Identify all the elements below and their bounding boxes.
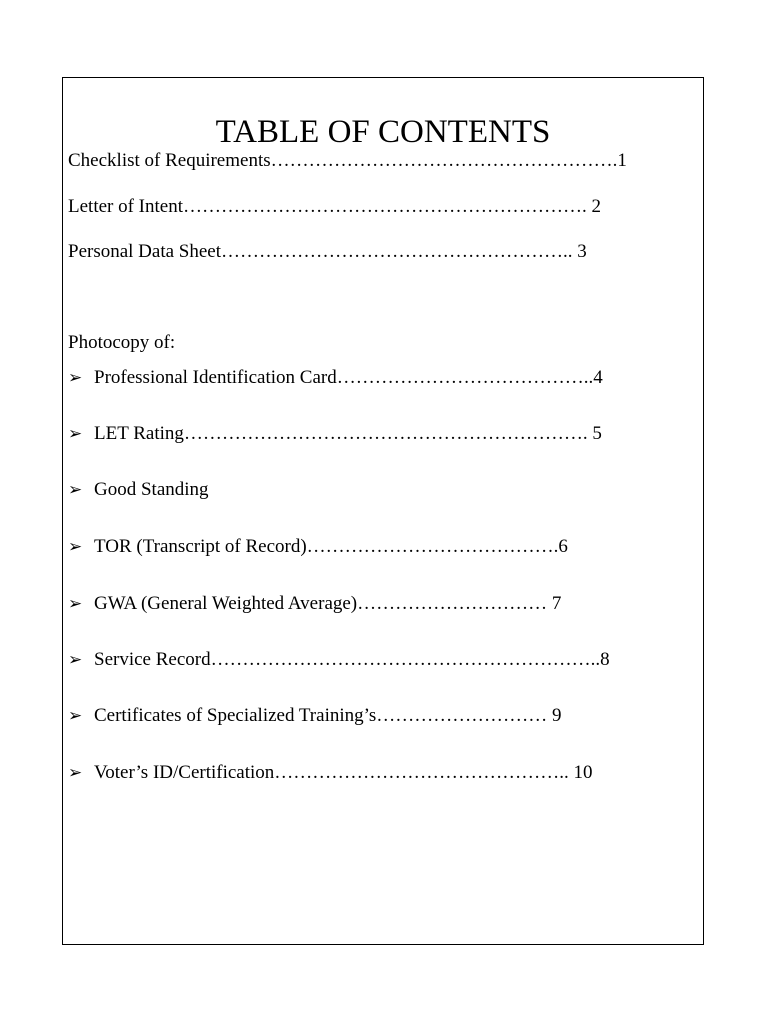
photocopy-label: Photocopy of:	[68, 332, 176, 353]
toc-entry-service-record: Service Record……………………………………………………..8	[94, 649, 610, 670]
arrow-bullet-icon: ➢	[68, 368, 83, 387]
toc-bullet-item	[68, 705, 562, 727]
toc-bullet-item	[68, 593, 561, 615]
toc-bullet-item	[68, 762, 593, 784]
toc-entry-specialized-training: Certificates of Specialized Training’s……………………… 9	[94, 705, 562, 726]
toc-bullet-item	[68, 649, 610, 671]
arrow-bullet-icon: ➢	[68, 650, 83, 669]
toc-entry-professional-id-card: Professional Identification Card…………………………………..4	[94, 367, 603, 388]
toc-entry-good-standing: Good Standing	[94, 479, 209, 500]
toc-bullet-item	[68, 423, 602, 445]
toc-entry-gwa: GWA (General Weighted Average)………………………… 7	[94, 593, 562, 614]
arrow-bullet-icon: ➢	[68, 480, 83, 499]
page-title: TABLE OF CONTENTS	[215, 114, 551, 150]
arrow-bullet-icon: ➢	[68, 537, 83, 556]
arrow-bullet-icon: ➢	[68, 424, 83, 443]
toc-bullet-item	[68, 536, 568, 558]
arrow-bullet-icon: ➢	[68, 763, 83, 782]
arrow-bullet-icon: ➢	[68, 706, 83, 725]
toc-bullet-item	[68, 367, 603, 389]
toc-entry-voters-id: Voter’s ID/Certification……………………………………….. 10	[94, 762, 593, 783]
toc-entry-tor: TOR (Transcript of Record)………………………………….6	[94, 536, 568, 557]
toc-entry-personal-data-sheet: Personal Data Sheet……………………………………………….. 3	[68, 241, 587, 262]
toc-entry-letter-of-intent: Letter of Intent………………………………………………………. 2	[68, 196, 602, 217]
arrow-bullet-icon: ➢	[68, 594, 83, 613]
toc-entry-let-rating: LET Rating………………………………………………………. 5	[94, 423, 602, 444]
toc-entry-checklist: Checklist of Requirements……………………………………………….1	[68, 150, 627, 171]
toc-bullet-item	[68, 479, 209, 501]
